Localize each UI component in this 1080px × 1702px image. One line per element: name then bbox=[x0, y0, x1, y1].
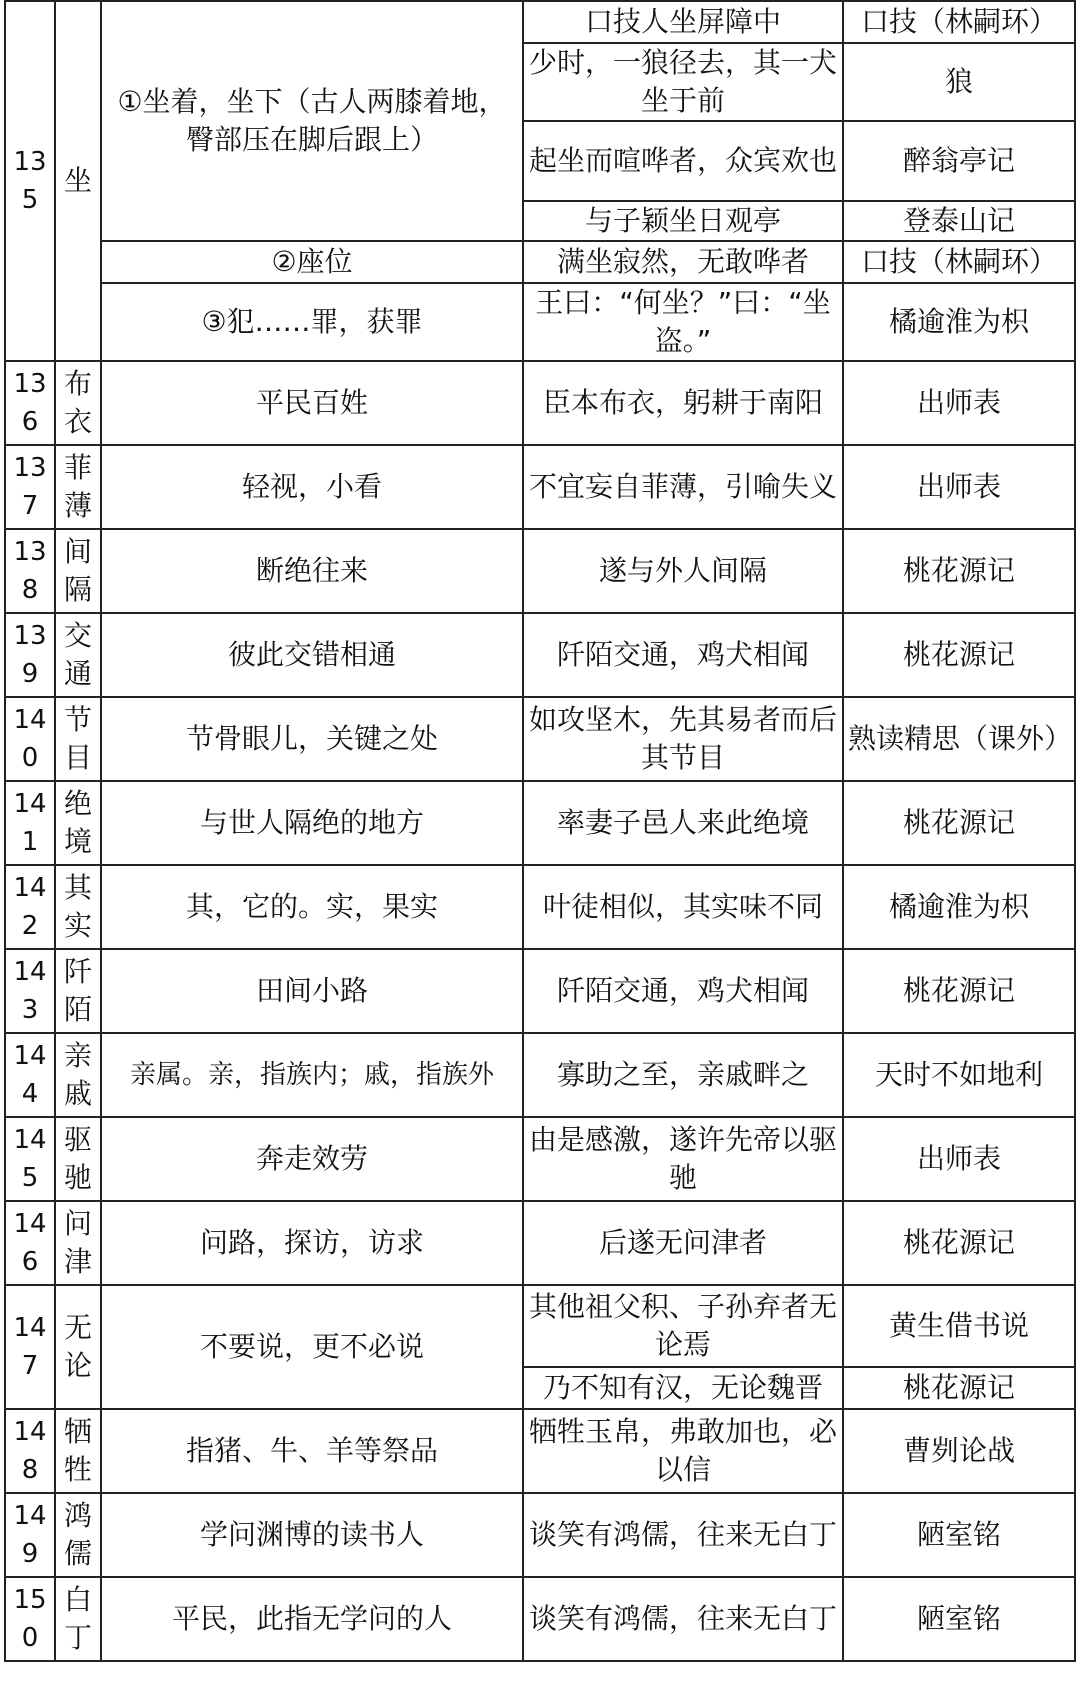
entry-word: 绝境 bbox=[55, 781, 101, 865]
meaning-cell: 指猪、牛、羊等祭品 bbox=[101, 1409, 523, 1493]
entry-number: 149 bbox=[5, 1493, 55, 1577]
example-sentence: 牺牲玉帛，弗敢加也，必以信 bbox=[523, 1409, 843, 1493]
source-title: 登泰山记 bbox=[843, 201, 1075, 241]
table-row bbox=[5, 865, 1075, 949]
meaning-cell: 问路，探访，访求 bbox=[101, 1201, 523, 1285]
example-sentence: 少时，一狼径去，其一犬坐于前 bbox=[523, 43, 843, 121]
table-row bbox=[5, 1285, 1075, 1367]
table-row bbox=[5, 613, 1075, 697]
example-sentence: 王曰：“何坐？”曰：“坐盗。” bbox=[523, 283, 843, 361]
source-title: 橘逾淮为枳 bbox=[843, 865, 1075, 949]
entry-word: 阡陌 bbox=[55, 949, 101, 1033]
source-title: 桃花源记 bbox=[843, 949, 1075, 1033]
source-title: 狼 bbox=[843, 43, 1075, 121]
table-row bbox=[5, 1201, 1075, 1285]
source-title: 桃花源记 bbox=[843, 613, 1075, 697]
meaning-cell: 田间小路 bbox=[101, 949, 523, 1033]
table-row bbox=[5, 241, 1075, 283]
source-title: 桃花源记 bbox=[843, 781, 1075, 865]
entry-word: 亲戚 bbox=[55, 1033, 101, 1117]
source-title: 桃花源记 bbox=[843, 1201, 1075, 1285]
meaning-cell: ③犯……罪，获罪 bbox=[101, 283, 523, 361]
example-sentence: 叶徒相似，其实味不同 bbox=[523, 865, 843, 949]
example-sentence: 乃不知有汉，无论魏晋 bbox=[523, 1367, 843, 1409]
source-title: 桃花源记 bbox=[843, 1367, 1075, 1409]
entry-word: 菲薄 bbox=[55, 445, 101, 529]
example-sentence: 率妻子邑人来此绝境 bbox=[523, 781, 843, 865]
entry-word: 坐 bbox=[55, 1, 101, 361]
entry-word: 交通 bbox=[55, 613, 101, 697]
source-title: 黄生借书说 bbox=[843, 1285, 1075, 1367]
entry-number: 136 bbox=[5, 361, 55, 445]
meaning-cell: 节骨眼儿，关键之处 bbox=[101, 697, 523, 781]
table-row bbox=[5, 1, 1075, 43]
meaning-cell: 其，它的。实，果实 bbox=[101, 865, 523, 949]
example-sentence: 臣本布衣，躬耕于南阳 bbox=[523, 361, 843, 445]
meaning-cell: 不要说，更不必说 bbox=[101, 1285, 523, 1409]
entry-word: 鸿儒 bbox=[55, 1493, 101, 1577]
example-sentence: 起坐而喧哗者，众宾欢也 bbox=[523, 121, 843, 201]
example-sentence: 后遂无问津者 bbox=[523, 1201, 843, 1285]
entry-word: 问津 bbox=[55, 1201, 101, 1285]
entry-number: 150 bbox=[5, 1577, 55, 1661]
table-row bbox=[5, 949, 1075, 1033]
table-row bbox=[5, 1033, 1075, 1117]
entry-number: 142 bbox=[5, 865, 55, 949]
example-sentence: 口技人坐屏障中 bbox=[523, 1, 843, 43]
source-title: 口技（林嗣环） bbox=[843, 241, 1075, 283]
meaning-cell: 与世人隔绝的地方 bbox=[101, 781, 523, 865]
entry-number: 138 bbox=[5, 529, 55, 613]
entry-number: 140 bbox=[5, 697, 55, 781]
source-title: 出师表 bbox=[843, 361, 1075, 445]
table-row bbox=[5, 361, 1075, 445]
example-sentence: 由是感激，遂许先帝以驱驰 bbox=[523, 1117, 843, 1201]
example-sentence: 其他祖父积、子孙弃者无论焉 bbox=[523, 1285, 843, 1367]
table-row bbox=[5, 781, 1075, 865]
entry-number: 148 bbox=[5, 1409, 55, 1493]
meaning-cell: 平民，此指无学问的人 bbox=[101, 1577, 523, 1661]
meaning-cell: 彼此交错相通 bbox=[101, 613, 523, 697]
source-title: 出师表 bbox=[843, 1117, 1075, 1201]
meaning-cell: ①坐着，坐下（古人两膝着地，臀部压在脚后跟上） bbox=[101, 1, 523, 241]
meaning-cell: 平民百姓 bbox=[101, 361, 523, 445]
meaning-cell: 断绝往来 bbox=[101, 529, 523, 613]
example-sentence: 谈笑有鸿儒，往来无白丁 bbox=[523, 1493, 843, 1577]
example-sentence: 遂与外人间隔 bbox=[523, 529, 843, 613]
meaning-cell: 奔走效劳 bbox=[101, 1117, 523, 1201]
entry-word: 牺牲 bbox=[55, 1409, 101, 1493]
table-row bbox=[5, 1493, 1075, 1577]
entry-number: 143 bbox=[5, 949, 55, 1033]
source-title: 口技（林嗣环） bbox=[843, 1, 1075, 43]
entry-word: 无论 bbox=[55, 1285, 101, 1409]
source-title: 出师表 bbox=[843, 445, 1075, 529]
table-row bbox=[5, 1409, 1075, 1493]
entry-word: 布衣 bbox=[55, 361, 101, 445]
meaning-cell: ②座位 bbox=[101, 241, 523, 283]
entry-word: 白丁 bbox=[55, 1577, 101, 1661]
entry-number: 135 bbox=[5, 1, 55, 361]
meaning-cell: 学问渊博的读书人 bbox=[101, 1493, 523, 1577]
table-row bbox=[5, 697, 1075, 781]
table-row bbox=[5, 529, 1075, 613]
entry-word: 节目 bbox=[55, 697, 101, 781]
source-title: 醉翁亭记 bbox=[843, 121, 1075, 201]
source-title: 天时不如地利 bbox=[843, 1033, 1075, 1117]
entry-number: 145 bbox=[5, 1117, 55, 1201]
example-sentence: 不宜妄自菲薄，引喻失义 bbox=[523, 445, 843, 529]
source-title: 橘逾淮为枳 bbox=[843, 283, 1075, 361]
entry-word: 驱驰 bbox=[55, 1117, 101, 1201]
table-row bbox=[5, 283, 1075, 361]
source-title: 熟读精思（课外） bbox=[843, 697, 1075, 781]
example-sentence: 阡陌交通，鸡犬相闻 bbox=[523, 613, 843, 697]
table-row bbox=[5, 1577, 1075, 1661]
example-sentence: 寡助之至，亲戚畔之 bbox=[523, 1033, 843, 1117]
example-sentence: 如攻坚木，先其易者而后其节目 bbox=[523, 697, 843, 781]
entry-word: 其实 bbox=[55, 865, 101, 949]
entry-number: 146 bbox=[5, 1201, 55, 1285]
table-row bbox=[5, 445, 1075, 529]
source-title: 桃花源记 bbox=[843, 529, 1075, 613]
example-sentence: 满坐寂然，无敢哗者 bbox=[523, 241, 843, 283]
entry-number: 139 bbox=[5, 613, 55, 697]
table-row bbox=[5, 1117, 1075, 1201]
entry-number: 137 bbox=[5, 445, 55, 529]
source-title: 曹刿论战 bbox=[843, 1409, 1075, 1493]
example-sentence: 阡陌交通，鸡犬相闻 bbox=[523, 949, 843, 1033]
example-sentence: 与子颖坐日观亭 bbox=[523, 201, 843, 241]
entry-number: 147 bbox=[5, 1285, 55, 1409]
vocabulary-table bbox=[4, 0, 1076, 1662]
entry-number: 141 bbox=[5, 781, 55, 865]
source-title: 陋室铭 bbox=[843, 1493, 1075, 1577]
source-title: 陋室铭 bbox=[843, 1577, 1075, 1661]
example-sentence: 谈笑有鸿儒，往来无白丁 bbox=[523, 1577, 843, 1661]
meaning-cell: 轻视，小看 bbox=[101, 445, 523, 529]
meaning-cell: 亲属。亲，指族内；戚，指族外 bbox=[101, 1033, 523, 1117]
entry-number: 144 bbox=[5, 1033, 55, 1117]
entry-word: 间隔 bbox=[55, 529, 101, 613]
